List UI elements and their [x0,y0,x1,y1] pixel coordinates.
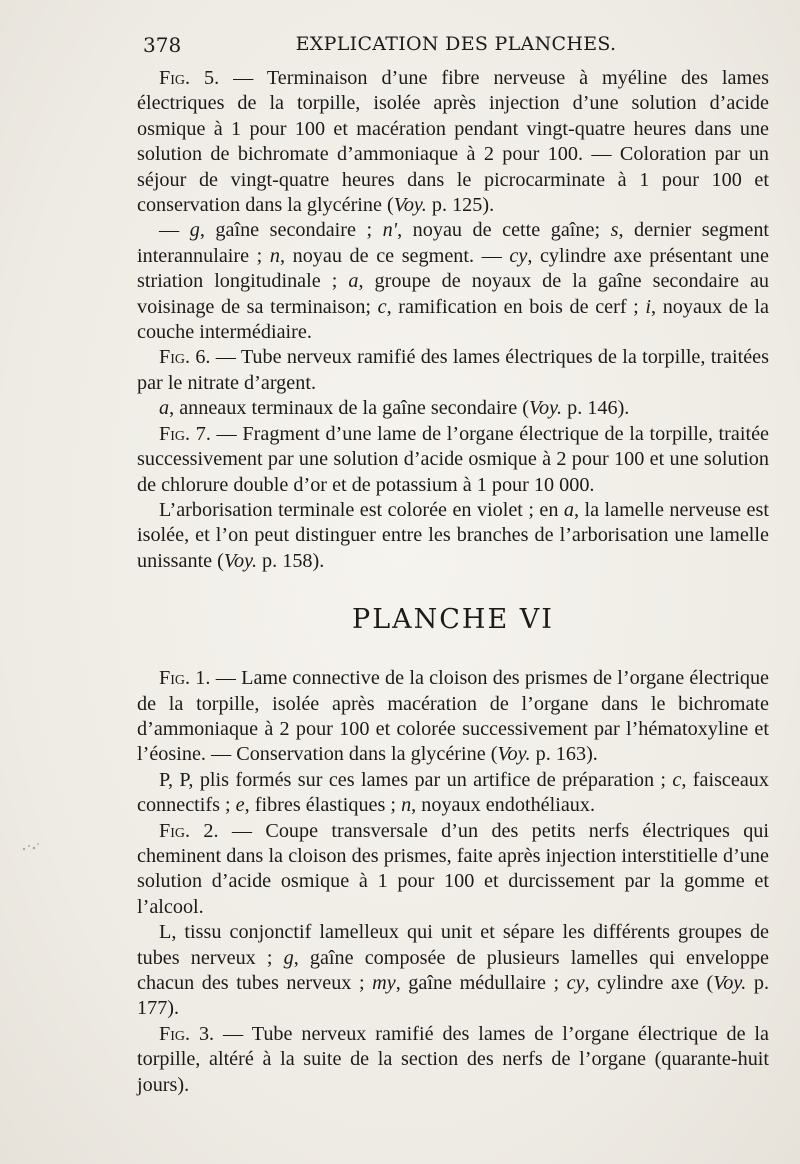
running-header [143,33,769,61]
fig5-legend: — g, gaîne secondaire ; n', noyau de cette gaîne; s, dernier segment interannulaire ; n, noyau de ce segment. — cy, cylindre axe présentant une striation longitudinale ; a, groupe de noyaux de la gaîne secondaire au voisinage de sa terminaison; c, ramification en bois de cerf ; i, noyaux de la couche intermédiaire. [137,219,770,344]
fig-label: Fig. [159,1022,191,1045]
fig5-caption: Fig. 5. — Terminaison d’une fibre nerveuse à myéline des lames électriques de la torpille, isolée après injection d’une solution d’acide osmique à 1 pour 100 et macération pendant vingt-quatre heures dans une solution de bichromate d’ammoniaque à 2 pour 100. — Coloration par un séjour de vingt-quatre heures dans le picrocarminate à 1 pour 100 et conservation dans la glycérine (Voy. p. 125). [137,67,769,217]
fig-label: Fig. [159,819,191,842]
running-title: EXPLICATION DES PLANCHES. [295,33,617,55]
plate6-fig2-legend: L, tissu conjonctif lamelleux qui unit et sépare les différents groupes de tubes nerveux ; g, gaîne composée de plusieurs lamelles qui enveloppe chacun des tubes nerveux ; my, gaîne médullaire ; cy, cylindre axe (Voy. p. 177). [137,921,769,1020]
fig6-caption: Fig. 6. — Tube nerveux ramifié des lames électriques de la torpille, traitées par le nitrate d’argent. [137,346,769,394]
fig-label: Fig. [159,422,191,445]
fig-label: Fig. [159,67,191,89]
fig-label: Fig. [159,667,191,690]
plate6-fig2-caption: Fig. 2. — Coupe transversale d’un des petits nerfs électriques qui cheminent dans la cloison des prismes, faite après injection interstitielle d’une solution d’acide osmique à 1 pour 100 et durcissement par la gomme et l’alcool. [137,819,769,918]
fig7-legend: L’arborisation terminale est colorée en violet ; en a, la lamelle nerveuse est isolée, et l’on peut distinguer entre les branches de l’arborisation une lamelle unissante (Voy. p. 158). [137,498,769,572]
page-number: 378 [143,33,182,57]
paper-speck-mark [20,840,42,854]
plate6-fig3-caption: Fig. 3. — Tube nerveux ramifié des lames de l’organe électrique de la torpille, altéré à la suite de la section des nerfs de l’organe (quarante-huit jours). [137,1022,769,1096]
plate-heading: PLANCHE VI [352,604,554,636]
fig6-legend: a, anneaux terminaux de la gaîne secondaire (Voy. p. 146). [159,397,630,420]
fig7-caption: Fig. 7. — Fragment d’une lame de l’organe électrique de la torpille, traitée successivement par une solution d’acide osmique à 2 pour 100 et une solution de chlorure double d’or et de potassium à 1 pour 10 000. [137,422,769,496]
page-text [137,66,769,1098]
fig-label: Fig. [159,346,191,369]
plate6-fig1-legend: P, P, plis formés sur ces lames par un artifice de préparation ; c, faisceaux connectifs ; e, fibres élastiques ; n, noyaux endothéliaux. [137,768,769,817]
plate6-fig1-caption: Fig. 1. — Lame connective de la cloison des prismes de l’organe électrique de la torpille, isolée après macération de l’organe dans le bichromate d’ammoniaque à 2 pour 100 et colorée successivement par l’hématoxyline et l’éosine. — Conservation dans la glycérine (Voy. p. 163). [137,667,769,766]
